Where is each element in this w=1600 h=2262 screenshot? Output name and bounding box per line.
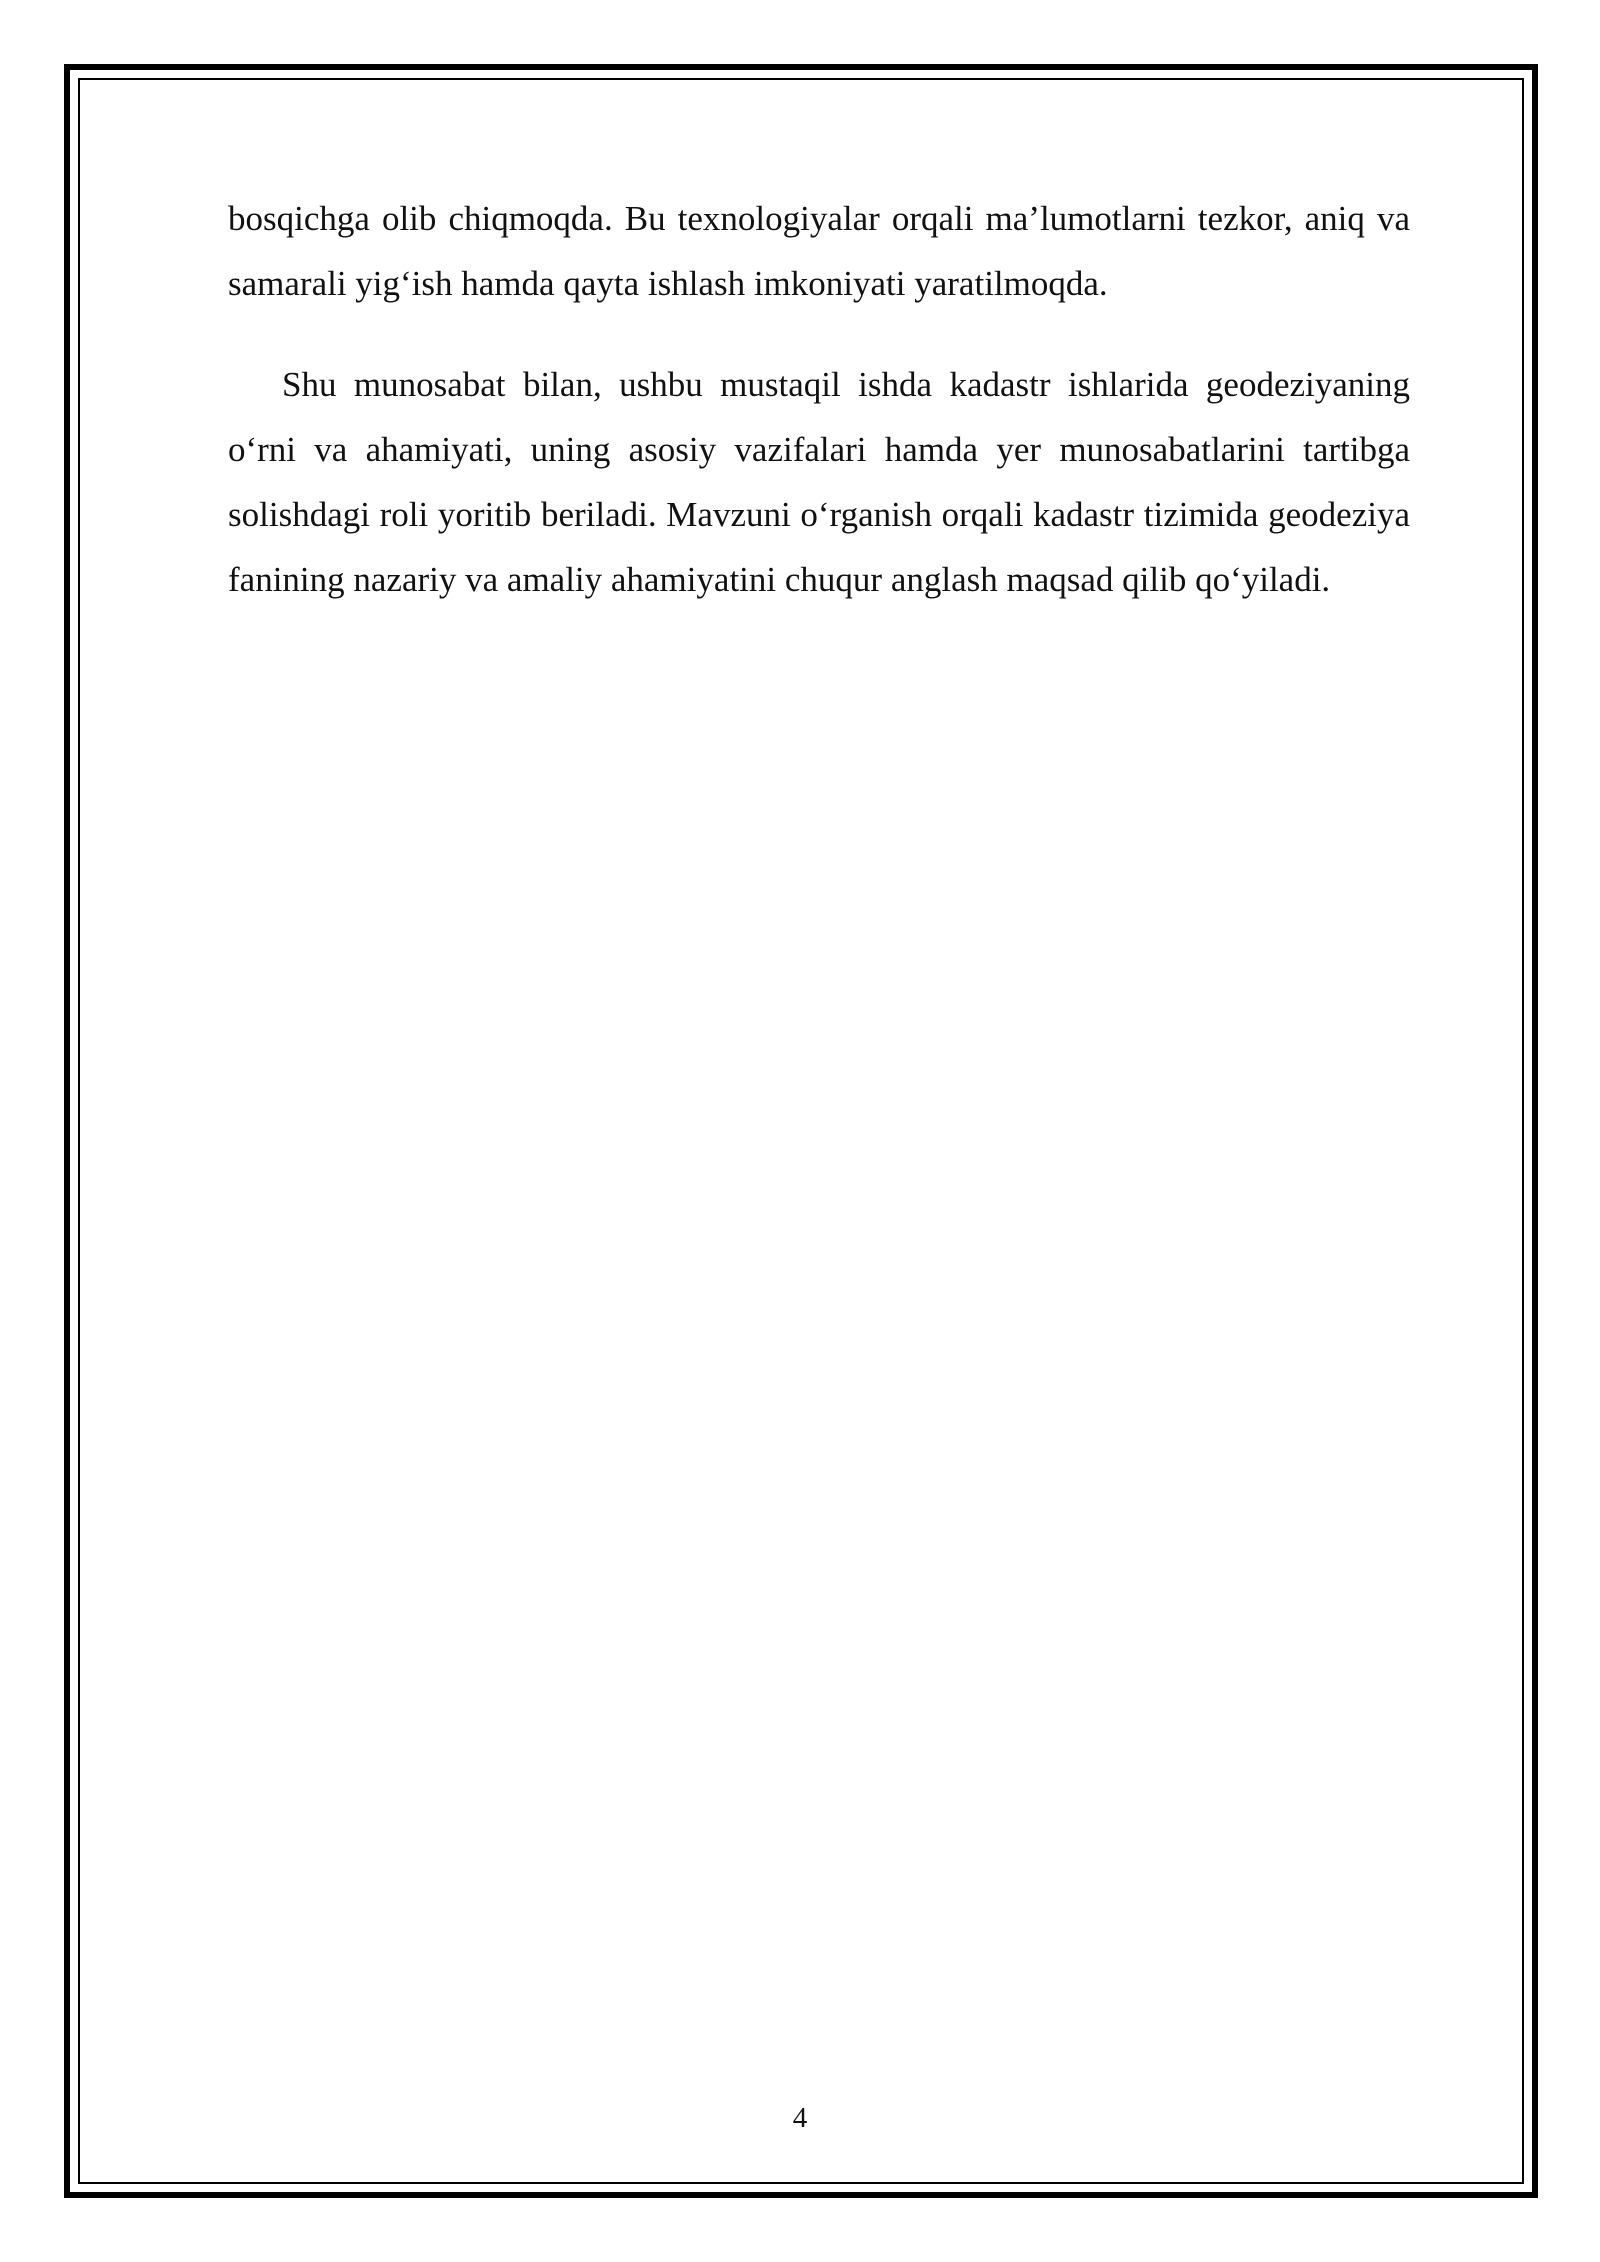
paragraph-purpose: Shu munosabat bilan, ushbu mustaqil ishda kadastr ishlarida geodeziyaning o‘rni va ahamiyati, uning asosiy vazifalari hamda yer munosabatlarini tartibga solishdagi roli yoritib beriladi. Mavzuni o‘rganish orqali kadastr tizimida geodeziya fanining nazariy va amaliy ahamiyatini chuqur anglash maqsad qilib qo‘yiladi. — [228, 365, 1410, 599]
paragraph-continuation: bosqichga olib chiqmoqda. Bu texnologiyalar orqali ma’lumotlarni tezkor, aniq va samarali yig‘ish hamda qayta ishlash imkoniyati yaratilmoqda. — [228, 199, 1410, 303]
document-body — [228, 186, 1410, 612]
page-number: 4 — [792, 2102, 808, 2134]
